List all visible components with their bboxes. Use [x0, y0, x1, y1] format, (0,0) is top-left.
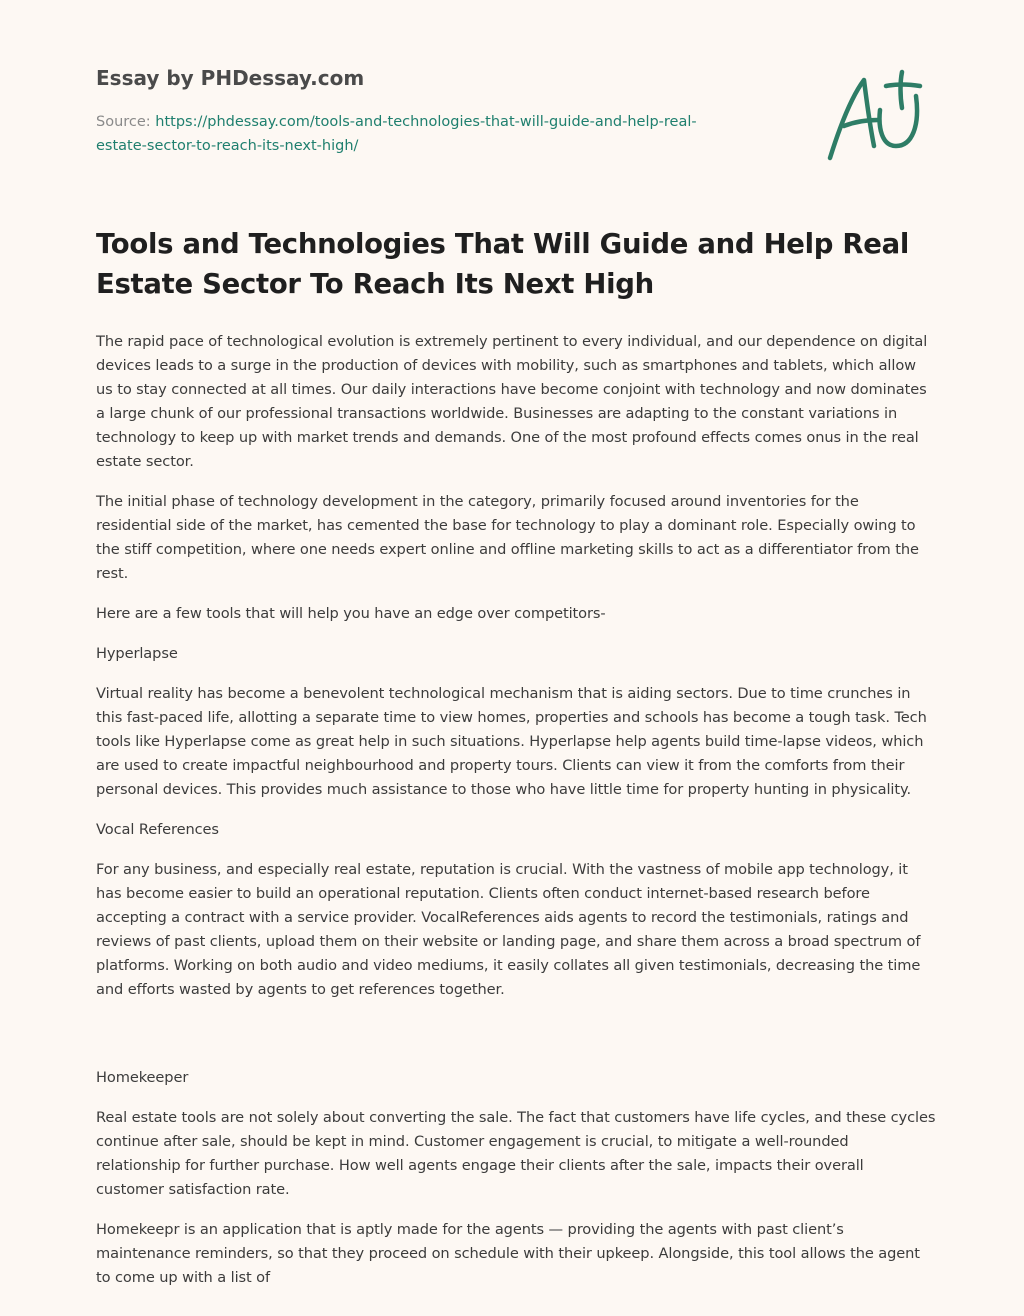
page-header [96, 62, 796, 158]
paragraph-hyperlapse: Virtual reality has become a benevolent technological mechanism that is aiding sectors. Due to time crunches in this fast-paced life, allotting a separate time to view homes, properties and schools has become a tough task. Tech tools like Hyperlapse come as great help in such situations. Hyperlapse help agents build time-lapse videos, which are used to create impactful neighbourhood and property tours. Clients can view it from the comforts from their personal devices. This provides much assistance to those who have little time for property hunting in physicality. [96, 685, 927, 798]
paragraph-homekeeper: Real estate tools are not solely about converting the sale. The fact that customers have life cycles, and these cycles continue after sale, should be kept in mind. Customer engagement is crucial, to mitigate a well-rounded relationship for further purchase. How well agents engage their clients after the sale, impacts their overall customer satisfaction rate. [96, 1109, 936, 1198]
subheading-vocal-references: Vocal References [96, 821, 219, 838]
subheading-hyperlapse: Hyperlapse [96, 645, 178, 662]
essay-body [96, 224, 936, 1306]
source-label: Source: [96, 114, 156, 130]
subheading-homekeeper: Homekeeper [96, 1069, 189, 1086]
essay-title: Tools and Technologies That Will Guide and Help Real Estate Sector To Reach Its Next High [96, 228, 910, 300]
paragraph-homekeepr-app: Homekeepr is an application that is aptly made for the agents — providing the agents with past client’s maintenance reminders, so that they proceed on schedule with their upkeep. Alongside, this tool allows the agent to come up with a list of [96, 1221, 920, 1286]
source-line [96, 110, 736, 158]
a-plus-logo-icon [820, 66, 930, 166]
paragraph-vocal-references: For any business, and especially real estate, reputation is crucial. With the vastness of mobile app technology, it has become easier to build an operational reputation. Clients often conduct internet-based research before accepting a contract with a service provider. VocalReferences aids agents to record the testimonials, ratings and reviews of past clients, upload them on their website or landing page, and share them across a broad spectrum of platforms. Working on both audio and video mediums, it easily collates all given testimonials, decreasing the time and efforts wasted by agents to get references together. [96, 861, 921, 998]
site-title: Essay by PHDessay.com [96, 66, 365, 90]
paragraph-intro: The rapid pace of technological evolution is extremely pertinent to every individual, and our dependence on digital devices leads to a surge in the production of devices with mobility, such as smartphones and tablets, which allow us to stay connected at all times. Our daily interactions have become conjoint with technology and now dominates a large chunk of our professional transactions worldwide. Businesses are adapting to the constant variations in technology to keep up with market trends and demands. One of the most profound effects comes onus in the real estate sector. [96, 333, 928, 470]
paragraph-initial-phase: The initial phase of technology development in the category, primarily focused around inventories for the residential side of the market, has cemented the base for technology to play a dominant role. Especially owing to the stiff competition, where one needs expert online and offline marketing skills to act as a differentiator from the rest. [96, 493, 919, 582]
source-link[interactable]: https://phdessay.com/tools-and-technologies-that-will-guide-and-help-real-estate-sector-to-reach-its-next-high/ [96, 114, 697, 154]
section-gap [96, 1018, 936, 1066]
paragraph-tools-intro: Here are a few tools that will help you have an edge over competitors- [96, 605, 606, 622]
